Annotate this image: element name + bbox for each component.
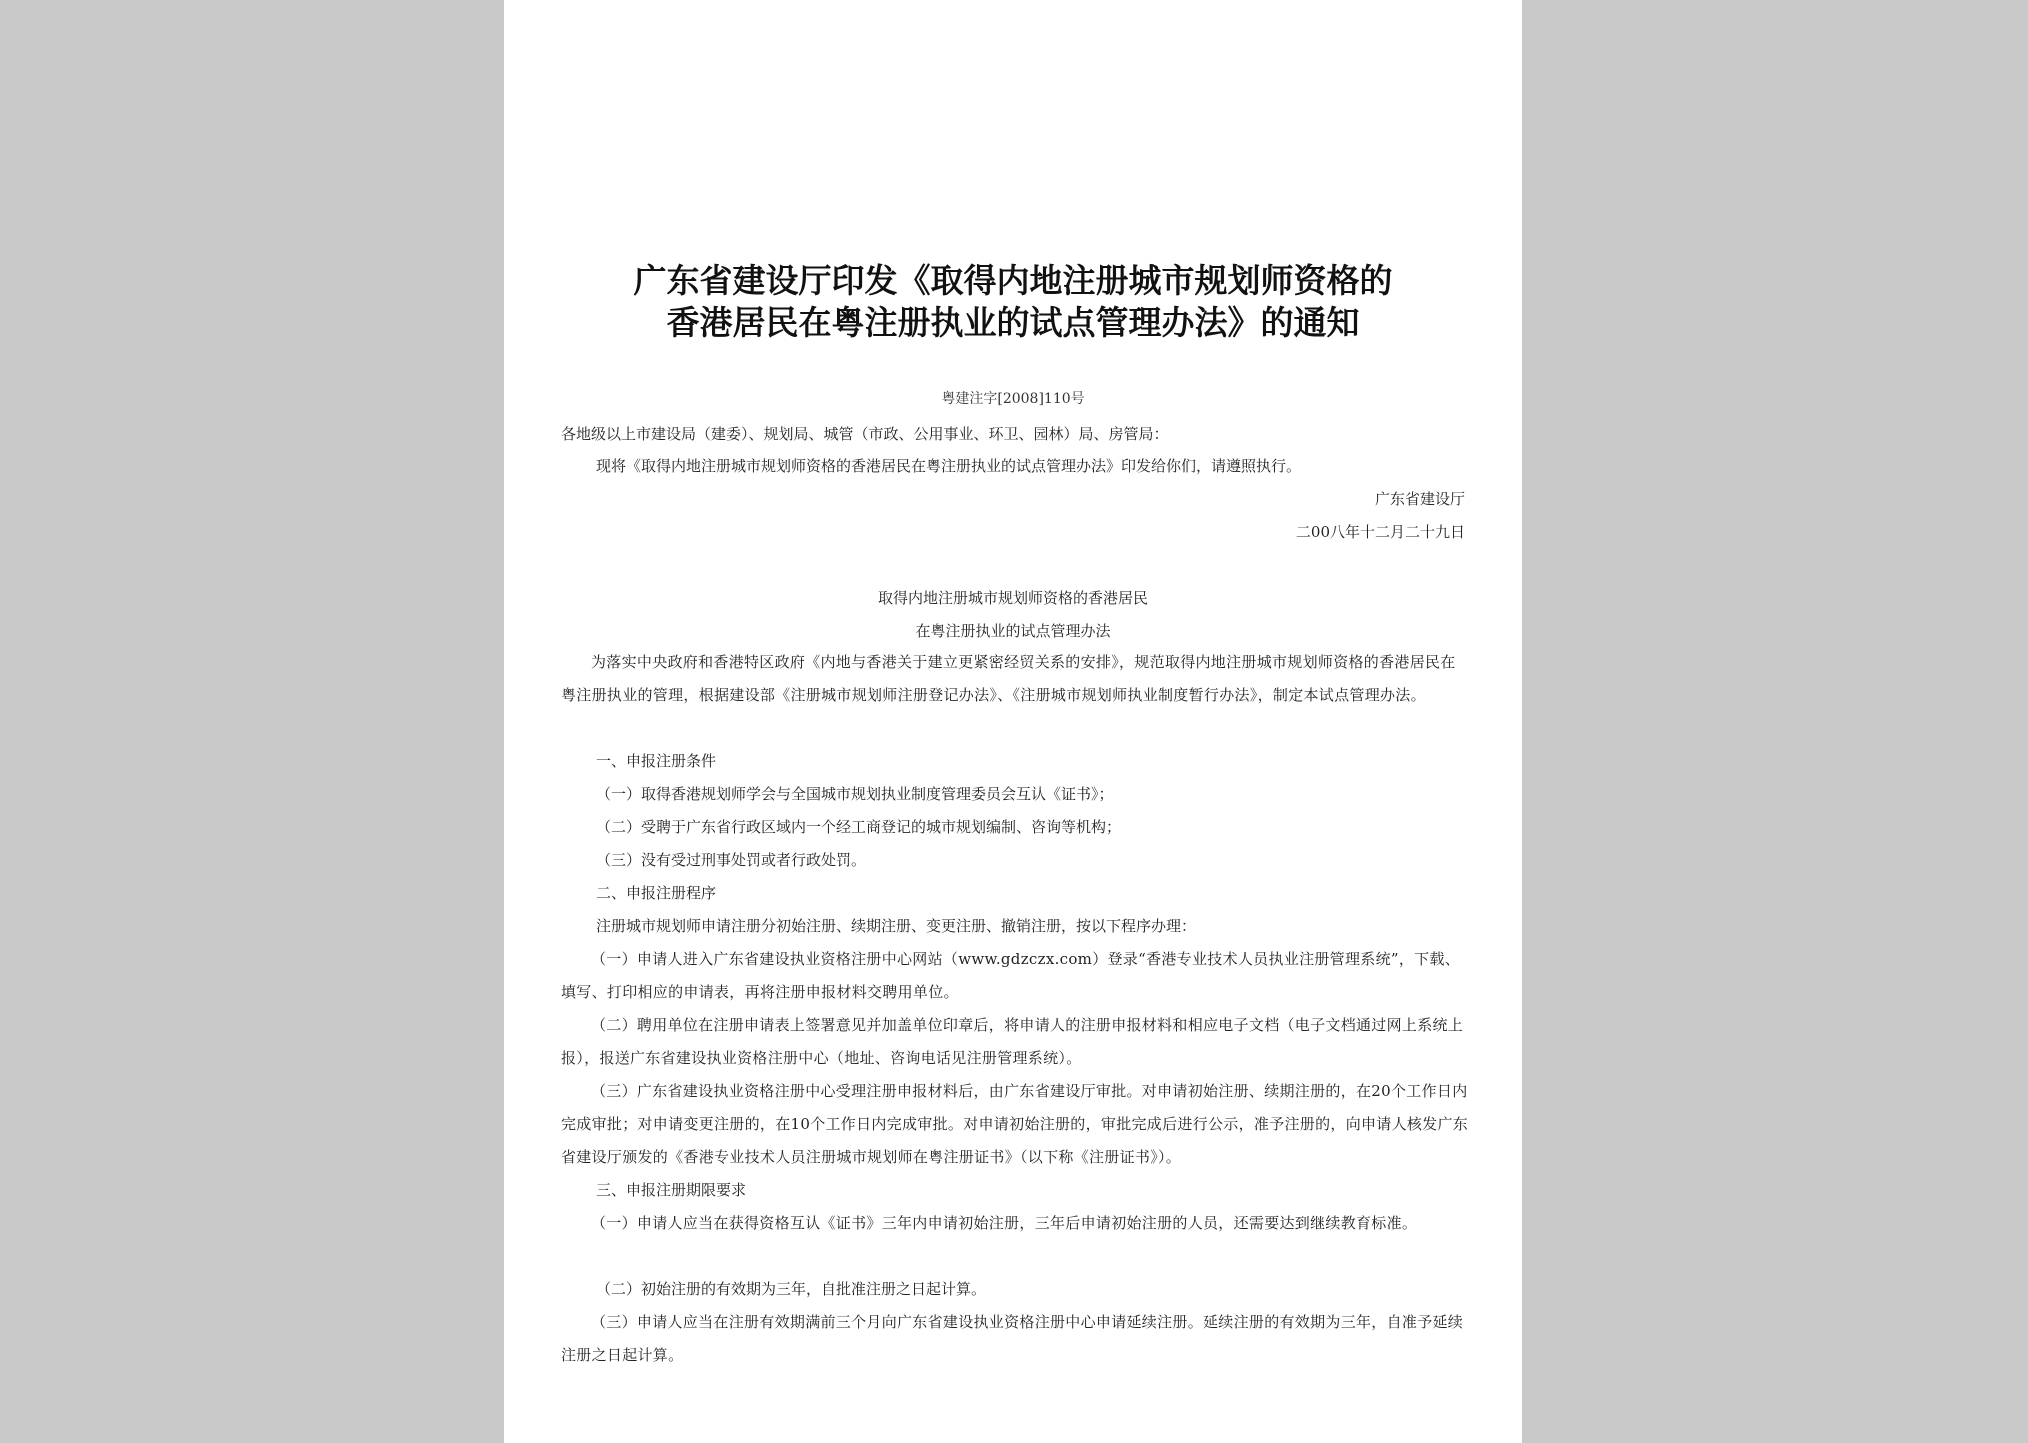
section-1-item-2: （二）受聘于广东省行政区域内一个经工商登记的城市规划编制、咨询等机构； — [596, 818, 1122, 836]
subtitle-line-2: 在粤注册执业的试点管理办法 — [915, 622, 1111, 640]
section-3-item-1: （一）申请人应当在获得资格互认《证书》三年内申请初始注册，三年后申请初始注册的人员，还需要达到继续教育标准。 — [591, 1214, 1418, 1232]
title-line-2: 香港居民在粤注册执业的试点管理办法》的通知 — [666, 303, 1360, 342]
section-2-heading: 二、申报注册程序 — [596, 884, 717, 902]
recipients-line: 各地级以上市建设局（建委）、规划局、城管（市政、公用事业、环卫、园林）局、房管局： — [561, 425, 1169, 443]
section-2-item-3: （三）广东省建设执业资格注册中心受理注册申报材料后，由广东省建设厅审批。对申请初始注册、续期注册的，在20个工作日内完成审批；对申请变更注册的，在10个工作日内完成审批。对申请初始注册的，审批完成后进行公示，准予注册的，向申请人核发广东省建设厅颁发的《香港专业技术人员注册城市规划师在粤注册证书》（以下称《注册证书》）。 — [561, 1082, 1469, 1166]
document-title — [544, 260, 1482, 344]
section-2-intro: 注册城市规划师申请注册分初始注册、续期注册、变更注册、撤销注册，按以下程序办理： — [596, 917, 1197, 935]
document-page — [504, 0, 1522, 1443]
intro-paragraph: 为落实中央政府和香港特区政府《内地与香港关于建立更紧密经贸关系的安排》，规范取得内地注册城市规划师资格的香港居民在粤注册执业的管理，根据建设部《注册城市规划师注册登记办法》、《注册城市规划师执业制度暂行办法》，制定本试点管理办法。 — [561, 653, 1456, 704]
issue-date: 二00八年十二月二十九日 — [1295, 523, 1465, 541]
section-3-item-2: （二）初始注册的有效期为三年，自批准注册之日起计算。 — [596, 1280, 987, 1298]
section-2-item-2: （二）聘用单位在注册申请表上签署意见并加盖单位印章后，将申请人的注册申报材料和相应电子文档（电子文档通过网上系统上报），报送广东省建设执业资格注册中心（地址、咨询电话见注册管理系统）。 — [561, 1016, 1464, 1067]
section-2-item-1: （一）申请人进入广东省建设执业资格注册中心网站（www.gdzczx.com）登录“香港专业技术人员执业注册管理系统”，下载、填写、打印相应的申请表，再将注册申报材料交聘用单位。 — [561, 950, 1461, 1001]
section-3-heading: 三、申报注册期限要求 — [596, 1181, 747, 1199]
section-1-item-3: （三）没有受过刑事处罚或者行政处罚。 — [596, 851, 867, 869]
subtitle-line-1: 取得内地注册城市规划师资格的香港居民 — [877, 589, 1148, 607]
section-3-item-3: （三）申请人应当在注册有效期满前三个月向广东省建设执业资格注册中心申请延续注册。延续注册的有效期为三年，自准予延续注册之日起计算。 — [561, 1313, 1464, 1364]
section-1-item-1: （一）取得香港规划师学会与全国城市规划执业制度管理委员会互认《证书》； — [596, 785, 1114, 803]
issuer-name: 广东省建设厅 — [1374, 490, 1465, 508]
title-line-1: 广东省建设厅印发《取得内地注册城市规划师资格的 — [633, 261, 1393, 300]
document-number: 粤建注字[2008]110号 — [941, 391, 1085, 407]
section-1-heading: 一、申报注册条件 — [596, 752, 717, 770]
notice-line: 现将《取得内地注册城市规划师资格的香港居民在粤注册执业的试点管理办法》印发给你们，请遵照执行。 — [596, 457, 1302, 475]
